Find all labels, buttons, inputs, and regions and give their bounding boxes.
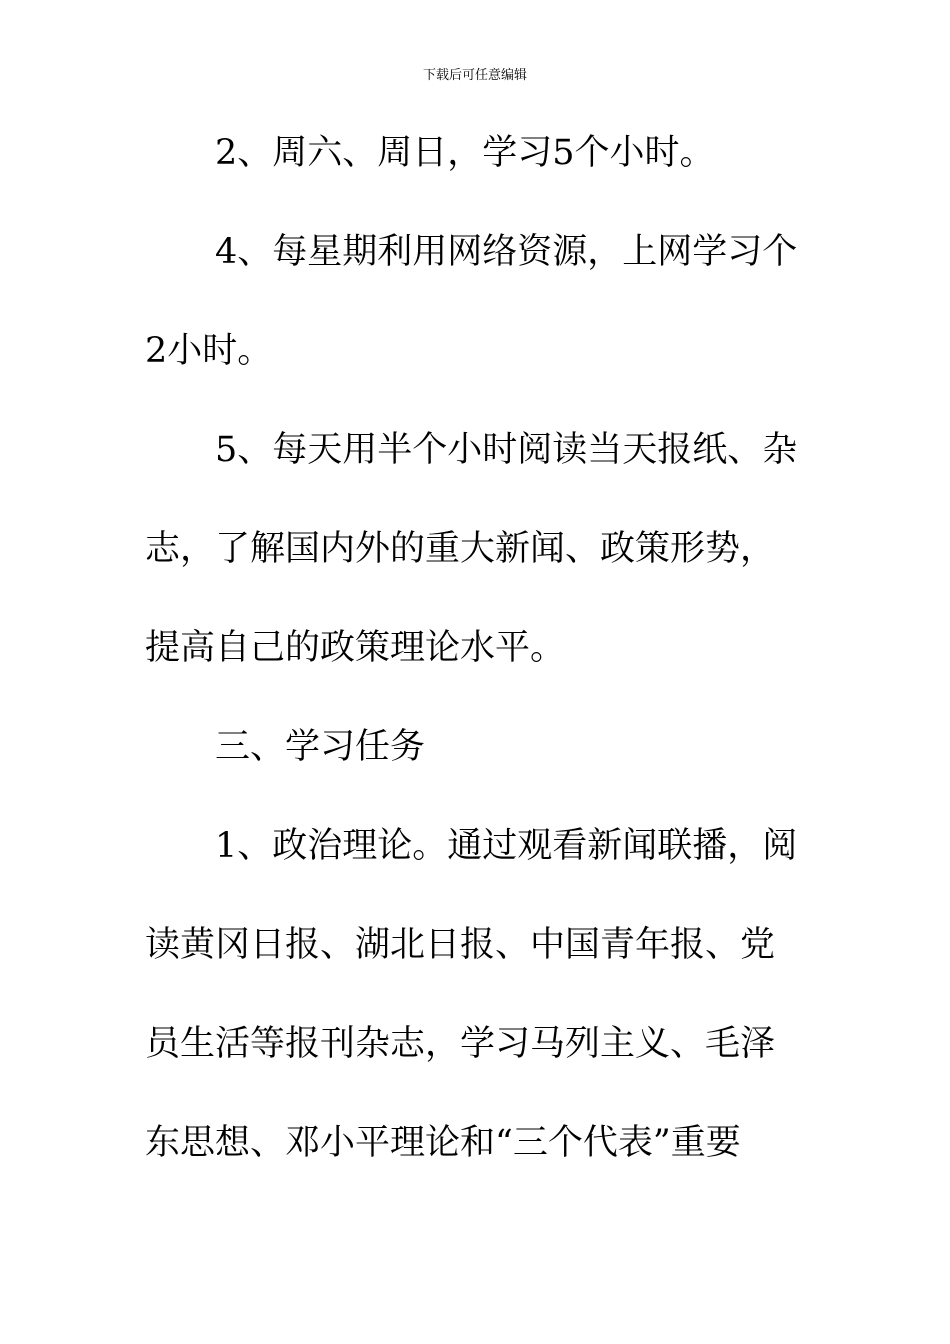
paragraph-line: 东思想、邓小平理论和“三个代表”重要 [145,1123,741,1163]
paragraph-line: 2小时。 [145,331,273,371]
paragraph-line: 1、政治理论。通过观看新闻联播，阅 [215,826,798,866]
paragraph-line: 4、每星期利用网络资源，上网学习个 [215,232,798,272]
document-body [145,127,805,1216]
paragraph-line: 2、周六、周日，学习5个小时。 [215,133,715,173]
paragraph-line: 员生活等报刊杂志，学习马列主义、毛泽 [145,1024,776,1064]
paragraph-line: 5、每天用半个小时阅读当天报纸、杂 [215,430,798,470]
paragraph-line: 提高自己的政策理论水平。 [145,628,566,668]
paragraph-line: 读黄冈日报、湖北日报、中国青年报、党 [145,925,776,965]
page-header: 下载后可任意编辑 [422,68,527,83]
paragraph-line: 志，了解国内外的重大新闻、政策形势， [145,529,776,569]
section-heading: 三、学习任务 [215,727,426,767]
